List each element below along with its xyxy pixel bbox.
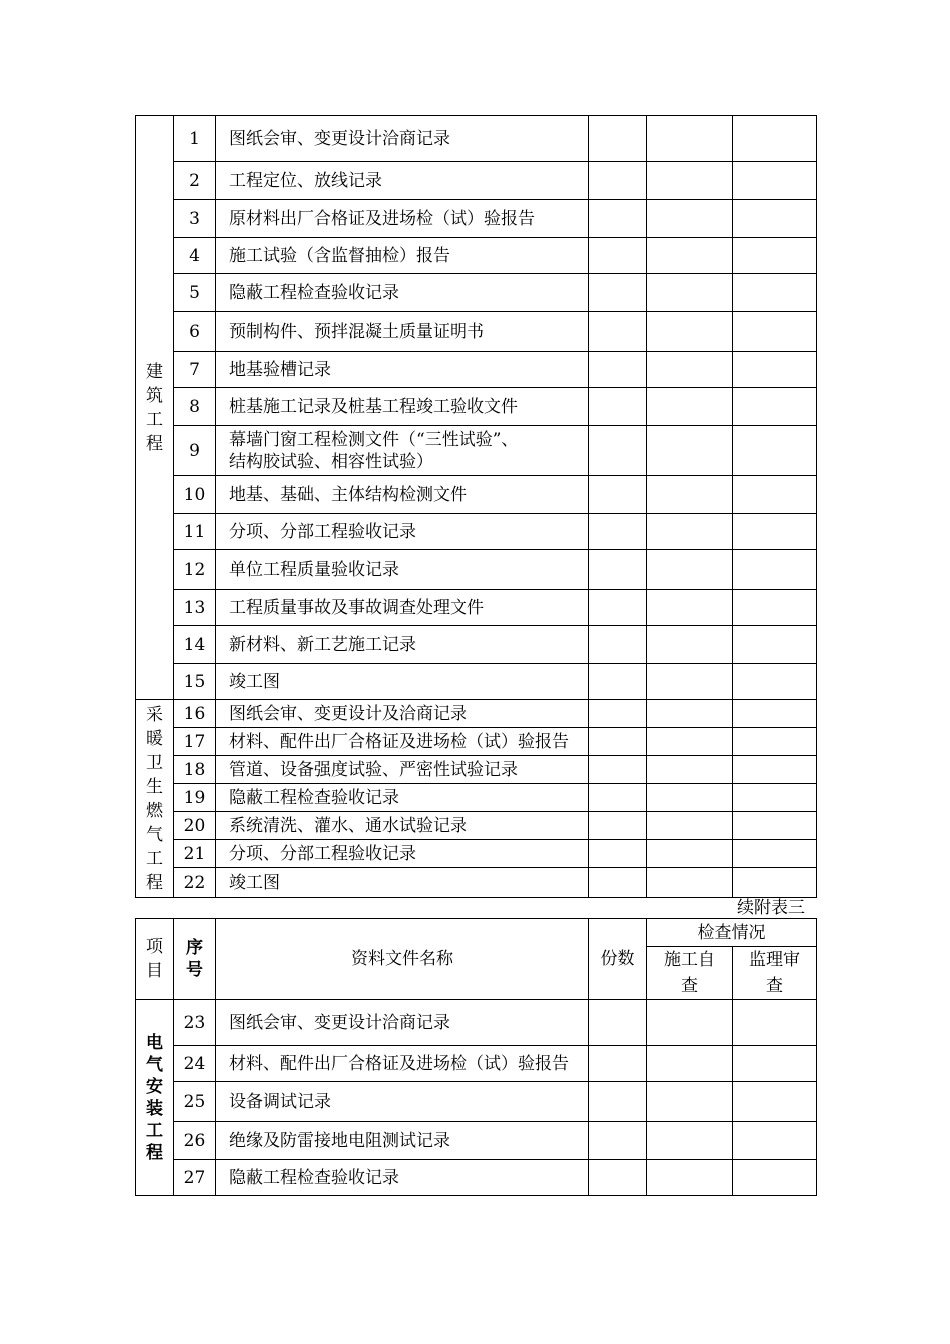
row-number: 17 [174, 728, 216, 756]
copies-cell[interactable] [589, 590, 647, 626]
supervisor-check-cell[interactable] [733, 1160, 817, 1196]
copies-cell[interactable] [589, 1122, 647, 1160]
copies-cell[interactable] [589, 476, 647, 514]
copies-cell[interactable] [589, 664, 647, 700]
row-number: 4 [174, 238, 216, 274]
row-number: 27 [174, 1160, 216, 1196]
file-name: 设备调试记录 [216, 1082, 589, 1122]
row-number: 22 [174, 868, 216, 898]
header-project [136, 919, 174, 1000]
row-number: 11 [174, 514, 216, 550]
table-row [136, 626, 817, 664]
header-supervisor-check-text: 监理审查 [749, 950, 800, 996]
group-label [136, 700, 174, 898]
supervisor-check-cell[interactable] [733, 116, 817, 162]
supervisor-check-cell[interactable] [733, 426, 817, 476]
table-row [136, 238, 817, 274]
table-row [136, 550, 817, 590]
self-check-cell[interactable] [647, 812, 733, 840]
table-row [136, 1082, 817, 1122]
group-label-char: 装 [146, 1098, 163, 1119]
supervisor-check-cell[interactable] [733, 626, 817, 664]
file-name: 系统清洗、灌水、通水试验记录 [216, 812, 589, 840]
copies-cell[interactable] [589, 728, 647, 756]
file-name: 原材料出厂合格证及进场检（试）验报告 [216, 200, 589, 238]
supervisor-check-cell[interactable] [733, 476, 817, 514]
self-check-cell[interactable] [647, 1046, 733, 1082]
self-check-cell[interactable] [647, 388, 733, 426]
self-check-cell[interactable] [647, 238, 733, 274]
supervisor-check-cell[interactable] [733, 812, 817, 840]
supervisor-check-cell[interactable] [733, 728, 817, 756]
file-name: 桩基施工记录及桩基工程竣工验收文件 [216, 388, 589, 426]
row-number: 20 [174, 812, 216, 840]
table-row [136, 200, 817, 238]
group-label-char: 程 [146, 872, 163, 893]
copies-cell[interactable] [589, 868, 647, 898]
self-check-cell[interactable] [647, 700, 733, 728]
table-row [136, 840, 817, 868]
table-row [136, 1046, 817, 1082]
self-check-cell[interactable] [647, 590, 733, 626]
table-row [136, 700, 817, 728]
header-supervisor-check [733, 947, 817, 1000]
group-label-char: 暖 [146, 728, 163, 749]
copies-cell[interactable] [589, 312, 647, 352]
file-name: 工程质量事故及事故调查处理文件 [216, 590, 589, 626]
group-label [136, 1000, 174, 1196]
copies-cell[interactable] [589, 756, 647, 784]
supervisor-check-cell[interactable] [733, 352, 817, 388]
self-check-cell[interactable] [647, 728, 733, 756]
group-label-char: 生 [146, 776, 163, 797]
row-number: 19 [174, 784, 216, 812]
header-copies: 份数 [589, 919, 647, 1000]
group-label-char: 工 [146, 1120, 163, 1141]
supervisor-check-cell[interactable] [733, 312, 817, 352]
table-row [136, 312, 817, 352]
header-project-text: 项目 [146, 937, 163, 981]
supervisor-check-cell[interactable] [733, 388, 817, 426]
file-name: 分项、分部工程验收记录 [216, 514, 589, 550]
file-name: 新材料、新工艺施工记录 [216, 626, 589, 664]
supervisor-check-cell[interactable] [733, 700, 817, 728]
group-label-char: 建 [146, 361, 163, 382]
self-check-cell[interactable] [647, 550, 733, 590]
row-number: 10 [174, 476, 216, 514]
file-name: 绝缘及防雷接地电阻测试记录 [216, 1122, 589, 1160]
self-check-cell[interactable] [647, 868, 733, 898]
file-name: 分项、分部工程验收记录 [216, 840, 589, 868]
file-name [216, 426, 589, 476]
file-name: 图纸会审、变更设计洽商记录 [216, 116, 589, 162]
supervisor-check-cell[interactable] [733, 1046, 817, 1082]
self-check-cell[interactable] [647, 274, 733, 312]
copies-cell[interactable] [589, 840, 647, 868]
file-name: 竣工图 [216, 868, 589, 898]
group-label [136, 116, 174, 700]
row-number: 14 [174, 626, 216, 664]
table-row [136, 274, 817, 312]
table-row [136, 590, 817, 626]
file-name: 管道、设备强度试验、严密性试验记录 [216, 756, 589, 784]
copies-cell[interactable] [589, 550, 647, 590]
supervisor-check-cell[interactable] [733, 1000, 817, 1046]
copies-cell[interactable] [589, 1082, 647, 1122]
self-check-cell[interactable] [647, 1122, 733, 1160]
row-number: 26 [174, 1122, 216, 1160]
copies-cell[interactable] [589, 426, 647, 476]
row-number: 15 [174, 664, 216, 700]
table-row [136, 514, 817, 550]
table-row [136, 812, 817, 840]
self-check-cell[interactable] [647, 426, 733, 476]
file-name-line: 幕墙门窗工程检测文件（“三性试验”、 [229, 429, 519, 450]
header-self-check-text: 施工自查 [664, 950, 715, 996]
supervisor-check-cell[interactable] [733, 514, 817, 550]
header-seq [174, 919, 216, 1000]
table-row [136, 1160, 817, 1196]
table-row [136, 388, 817, 426]
supervisor-check-cell[interactable] [733, 274, 817, 312]
header-seq-text: 序号 [186, 937, 203, 980]
self-check-cell[interactable] [647, 1000, 733, 1046]
supervisor-check-cell[interactable] [733, 868, 817, 898]
copies-cell[interactable] [589, 352, 647, 388]
table-row [136, 426, 817, 476]
file-name: 隐蔽工程检查验收记录 [216, 1160, 589, 1196]
row-number: 9 [174, 426, 216, 476]
file-name: 单位工程质量验收记录 [216, 550, 589, 590]
self-check-cell[interactable] [647, 784, 733, 812]
group-label-char: 卫 [146, 752, 163, 773]
self-check-cell[interactable] [647, 514, 733, 550]
row-number: 7 [174, 352, 216, 388]
group-label-char: 采 [146, 704, 163, 725]
group-label-char: 燃 [146, 800, 163, 821]
table-row [136, 1122, 817, 1160]
supervisor-check-cell[interactable] [733, 784, 817, 812]
supervisor-check-cell[interactable] [733, 590, 817, 626]
file-name: 材料、配件出厂合格证及进场检（试）验报告 [216, 728, 589, 756]
row-number: 5 [174, 274, 216, 312]
self-check-cell[interactable] [647, 840, 733, 868]
records-table-continued [135, 115, 817, 898]
self-check-cell[interactable] [647, 116, 733, 162]
group-label-char: 工 [146, 409, 163, 430]
supervisor-check-cell[interactable] [733, 1122, 817, 1160]
file-name: 材料、配件出厂合格证及进场检（试）验报告 [216, 1046, 589, 1082]
table-row [136, 1000, 817, 1046]
row-number: 13 [174, 590, 216, 626]
copies-cell[interactable] [589, 1160, 647, 1196]
supervisor-check-cell[interactable] [733, 200, 817, 238]
row-number: 24 [174, 1046, 216, 1082]
group-label-char: 安 [146, 1076, 163, 1097]
self-check-cell[interactable] [647, 1082, 733, 1122]
self-check-cell[interactable] [647, 1160, 733, 1196]
file-name: 地基验槽记录 [216, 352, 589, 388]
table-row [136, 664, 817, 700]
file-name: 图纸会审、变更设计洽商记录 [216, 1000, 589, 1046]
table-row [136, 352, 817, 388]
copies-cell[interactable] [589, 784, 647, 812]
file-name: 隐蔽工程检查验收记录 [216, 784, 589, 812]
row-number: 1 [174, 116, 216, 162]
copies-cell[interactable] [589, 116, 647, 162]
copies-cell[interactable] [589, 700, 647, 728]
copies-cell[interactable] [589, 274, 647, 312]
row-number: 16 [174, 700, 216, 728]
row-number: 21 [174, 840, 216, 868]
file-name: 地基、基础、主体结构检测文件 [216, 476, 589, 514]
copies-cell[interactable] [589, 162, 647, 200]
file-name: 竣工图 [216, 664, 589, 700]
file-name: 隐蔽工程检查验收记录 [216, 274, 589, 312]
table-row [136, 756, 817, 784]
group-label-char: 电 [146, 1032, 163, 1053]
table-row [136, 162, 817, 200]
copies-cell[interactable] [589, 388, 647, 426]
row-number: 8 [174, 388, 216, 426]
row-number: 3 [174, 200, 216, 238]
self-check-cell[interactable] [647, 162, 733, 200]
copies-cell[interactable] [589, 1046, 647, 1082]
table-caption: 续附表三 [737, 898, 805, 918]
file-name: 图纸会审、变更设计及洽商记录 [216, 700, 589, 728]
table-row [136, 868, 817, 898]
self-check-cell[interactable] [647, 476, 733, 514]
copies-cell[interactable] [589, 238, 647, 274]
file-name: 预制构件、预拌混凝土质量证明书 [216, 312, 589, 352]
records-table-electrical [135, 918, 817, 1196]
supervisor-check-cell[interactable] [733, 162, 817, 200]
self-check-cell[interactable] [647, 756, 733, 784]
group-label-char: 程 [146, 1142, 163, 1163]
file-name-line: 结构胶试验、相容性试验） [229, 451, 433, 472]
header-self-check [647, 947, 733, 1000]
row-number: 2 [174, 162, 216, 200]
group-label-char: 工 [146, 848, 163, 869]
file-name: 工程定位、放线记录 [216, 162, 589, 200]
group-label-char: 气 [146, 1054, 163, 1075]
copies-cell[interactable] [589, 1000, 647, 1046]
row-number: 18 [174, 756, 216, 784]
table-row [136, 116, 817, 162]
copies-cell[interactable] [589, 626, 647, 664]
self-check-cell[interactable] [647, 664, 733, 700]
supervisor-check-cell[interactable] [733, 1082, 817, 1122]
copies-cell[interactable] [589, 812, 647, 840]
row-number: 25 [174, 1082, 216, 1122]
self-check-cell[interactable] [647, 312, 733, 352]
supervisor-check-cell[interactable] [733, 238, 817, 274]
file-name: 施工试验（含监督抽检）报告 [216, 238, 589, 274]
supervisor-check-cell[interactable] [733, 756, 817, 784]
header-check-status: 检查情况 [647, 919, 817, 947]
copies-cell[interactable] [589, 514, 647, 550]
group-label-char: 筑 [146, 385, 163, 406]
self-check-cell[interactable] [647, 200, 733, 238]
row-number: 23 [174, 1000, 216, 1046]
self-check-cell[interactable] [647, 352, 733, 388]
table-row [136, 784, 817, 812]
header-file-name: 资料文件名称 [216, 919, 589, 1000]
supervisor-check-cell[interactable] [733, 550, 817, 590]
table-row [136, 476, 817, 514]
table-row [136, 728, 817, 756]
row-number: 12 [174, 550, 216, 590]
supervisor-check-cell[interactable] [733, 664, 817, 700]
group-label-char: 程 [146, 433, 163, 454]
group-label-char: 气 [146, 824, 163, 845]
copies-cell[interactable] [589, 200, 647, 238]
self-check-cell[interactable] [647, 626, 733, 664]
supervisor-check-cell[interactable] [733, 840, 817, 868]
row-number: 6 [174, 312, 216, 352]
